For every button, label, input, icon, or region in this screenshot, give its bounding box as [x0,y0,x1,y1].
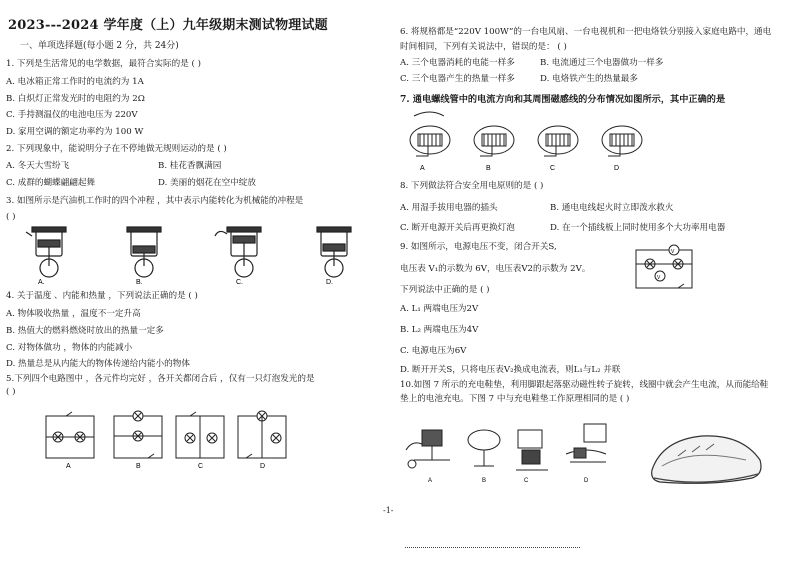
q6-stem-line1: 6. 将规格都是“220V 100W”的一台电风扇、一台电视机和一把电烙铁分别接入家庭电路中，通电 [400,27,772,37]
solenoid-a [410,112,450,156]
q1-option-a: A. 电冰箱正常工作时的电流约为 1A [6,77,144,87]
solenoid-b [474,126,514,156]
q4-option-c: C. 对物体做功 ，物体的内能减小 [6,343,133,353]
voltmeter-v2-icon: V [671,249,675,255]
q9-option-c: C. 电源电压为6V [400,346,467,356]
q1-option-b: B. 白炽灯正常发光时的电阻约为 2Ω [6,94,145,104]
q3-paren: ( ) [6,212,16,222]
q4-stem: 4. 关于温度 、内能和热量 ，下列说法正确的是 ( ) [6,291,198,301]
engine-label-d: D. [326,279,333,286]
solenoid-c [538,126,578,156]
q7-stem: 7. 通电螺线管中的电流方向和其周围磁感线的分布情况如图所示，其中正确的是 [400,94,726,105]
q3-stem: 3. 如图所示是汽油机工作时的四个冲程 ，其中表示内能转化为机械能的冲程是 [6,196,304,206]
engine-label-a: A. [38,279,45,286]
experiment-label-a: A [428,478,433,484]
q6-option-d: D. 电烙铁产生的热量最多 [540,74,638,84]
q10-stem-line1: 10.如图 7 所示的充电鞋垫，利用脚跟起落驱动磁性转子旋转，线圈中就会产生电流，从而能给鞋 [400,380,769,390]
circuit-label-d: D [260,463,266,470]
q8-option-a: A. 用湿手拔用电器的插头 [400,203,498,213]
engine-a [26,227,66,277]
circuit-c [176,412,224,458]
voltmeter-v1-icon: V [657,275,661,281]
q10-stem-line2: 垫上的电池充电。下图 7 中与充电鞋垫工作原理相同的是 ( ) [400,394,630,404]
q8-option-c: C. 断开电源开关后再更换灯泡 [400,223,515,233]
experiment-a [406,430,450,468]
section-heading: 一、单项选择题(每小题 2 分，共 24分) [20,41,179,51]
footer-dotted-line [405,547,580,548]
engine-c [215,227,261,277]
q9-option-b: B. L₂ 两端电压为4V [400,325,479,335]
q4-option-b: B. 热值大的燃料燃烧时放出的热量一定多 [6,326,164,336]
q10-experiments-figure [404,420,644,490]
q2-option-d: D. 美丽的烟花在空中绽放 [158,178,256,188]
experiment-c [516,430,548,470]
q6-stem-line2: 时间相同，下列有关说法中，错误的是： ( ) [400,42,567,52]
experiment-d [566,424,606,462]
solenoid-d [602,126,642,156]
experiment-label-c: C [524,478,529,484]
charging-insole-shoe-image [648,426,766,494]
q1-stem: 1. 下列是生活常见的电学数据，最符合实际的是 ( ) [6,59,201,69]
circuit-a [46,412,94,458]
q9-stem-line3: 下列说法中正确的是 ( ) [400,285,490,295]
engine-label-c: C. [236,279,243,286]
q2-stem: 2. 下列现象中，能说明分子在不停地做无规则运动的是 ( ) [6,144,227,154]
q2-option-b: B. 桂花香飘满园 [158,161,222,171]
q6-option-c: C. 三个电器产生的热量一样多 [400,74,515,84]
q5-stem: 5.下列四个电路图中 ，各元件均完好 ，各开关都闭合后 ，仅有一只灯泡发光的是 [6,374,315,384]
q9-option-a: A. L₁ 两端电压为2V [400,304,479,314]
q6-option-b: B. 电流通过三个电器做功一样多 [540,58,664,68]
experiment-label-b: B [482,478,487,484]
circuit-d [238,411,286,458]
solenoid-label-d: D [614,165,620,172]
experiment-label-d: D [584,478,589,484]
exam-title: 2023---2024 学年度（上）九年级期末测试物理试题 [8,18,328,33]
q9-option-d: D. 断开开关S，只将电压表V₂换成电流表，则L₁与L₂ 并联 [400,365,621,375]
q4-option-d: D. 热量总是从内能大的物体传递给内能小的物体 [6,359,190,369]
q1-option-c: C. 手持测温仪的电池电压为 220V [6,110,138,120]
q9-stem-line2: 电压表 V₁的示数为 6V，电压表V2的示数为 2V。 [400,264,591,274]
q1-option-d: D. 家用空调的额定功率约为 100 W [6,127,144,137]
circuit-label-b: B [136,463,141,470]
q8-option-d: D. 在一个插线板上同时使用多个大功率用电器 [550,223,726,233]
circuit-label-a: A [66,463,71,470]
solenoid-label-c: C [550,165,556,172]
page-number: -1- [383,506,394,515]
q5-circuits-figure [40,408,340,470]
q5-paren: ( ) [6,387,16,397]
circuit-label-c: C [198,463,204,470]
engine-b [127,227,161,277]
solenoid-label-b: B [486,165,491,172]
solenoid-label-a: A [420,165,425,172]
q8-option-b: B. 通电电线起火时立即泼水救火 [550,203,674,213]
q9-circuit-figure [630,240,700,296]
circuit-b [114,411,162,458]
q2-option-c: C. 成群的蝴蝶翩翩起舞 [6,178,96,188]
q6-option-a: A. 三个电器消耗的电能一样多 [400,58,515,68]
q2-option-a: A. 冬天大雪纷飞 [6,161,70,171]
q8-stem: 8. 下列做法符合安全用电原则的是 ( ) [400,181,544,191]
q9-stem-line1: 9. 如图所示，电源电压不变，闭合开关S, [400,242,557,252]
engine-d [317,227,351,277]
experiment-b [468,430,500,466]
engine-strokes-figure [18,224,358,286]
solenoid-figure [408,106,648,172]
engine-label-b: B. [136,279,143,286]
q4-option-a: A. 物体吸收热量 ，温度不一定升高 [6,309,141,319]
